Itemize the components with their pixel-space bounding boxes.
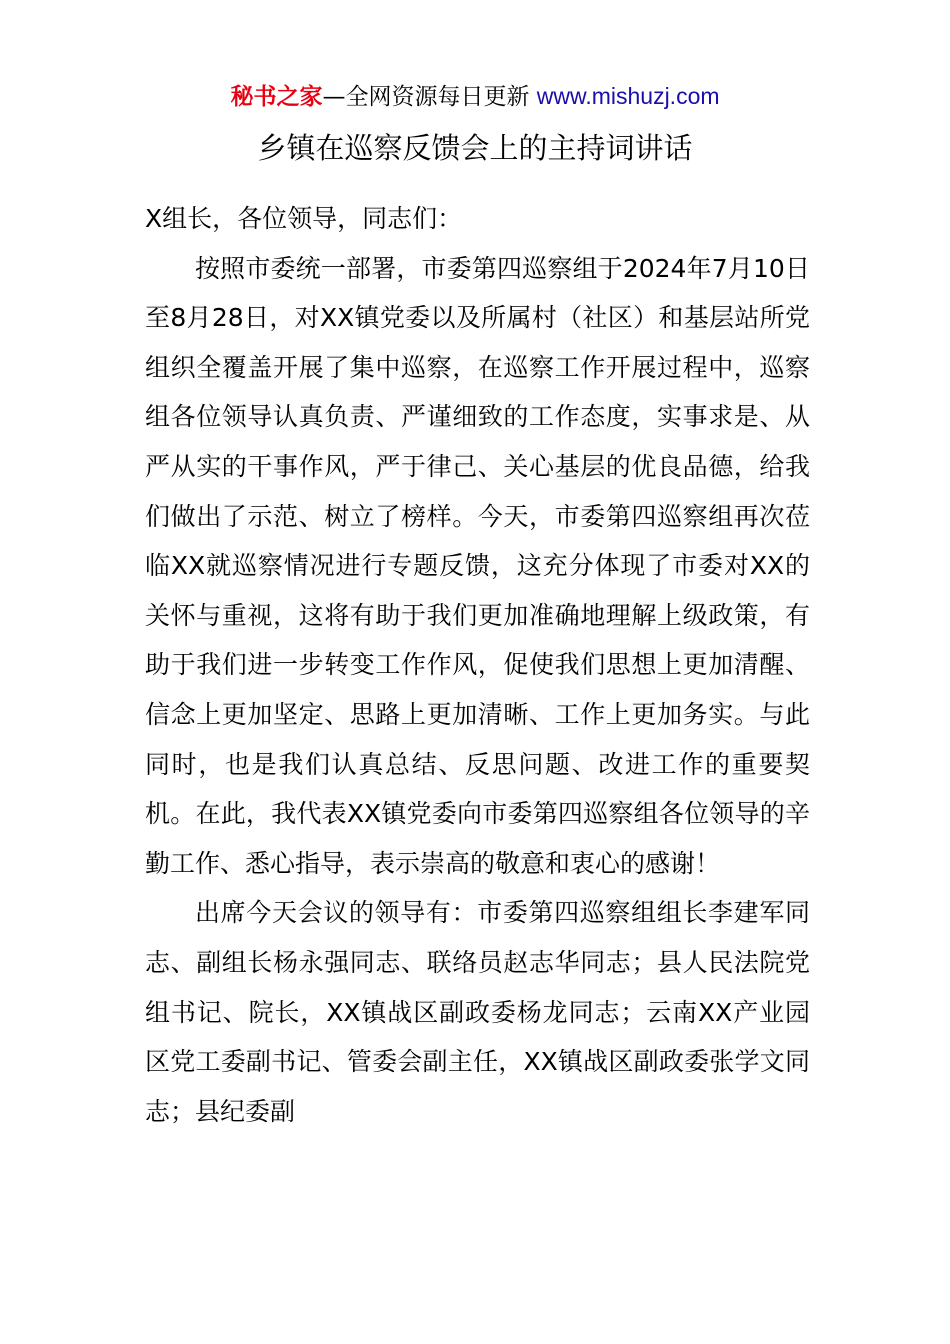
paragraph-attendees: 出席今天会议的领导有：市委第四巡察组组长李建军同志、副组长杨永强同志、联络员赵志华同志；县人民法院党组书记、院长，XX镇战区副政委杨龙同志；云南XX产业园区党工委副书记、管委会副主任，XX镇战区副政委张学文同志；县纪委副	[145, 898, 810, 1126]
salutation: X组长，各位领导，同志们：	[145, 204, 463, 233]
document-title: 乡镇在巡察反馈会上的主持词讲话	[257, 131, 693, 165]
site-tagline: —全网资源每日更新	[322, 84, 537, 110]
site-name: 秘书之家	[230, 84, 323, 110]
document-body	[145, 194, 810, 1136]
paragraph-opening: 按照市委统一部署，市委第四巡察组于2024年7月10日至8月28日，对XX镇党委以及所属村（社区）和基层站所党组织全覆盖开展了集中巡察，在巡察工作开展过程中，巡察组各位领导认真负责、严谨细致的工作态度，实事求是、从严从实的干事作风，严于律己、关心基层的优良品德，给我们做出了示范、树立了榜样。今天，市委第四巡察组再次莅临XX就巡察情况进行专题反馈，这充分体现了市委对XX的关怀与重视，这将有助于我们更加准确地理解上级政策，有助于我们进一步转变工作作风，促使我们思想上更加清醒、信念上更加坚定、思路上更加清晰、工作上更加务实。与此同时，也是我们认真总结、反思问题、改进工作的重要契机。在此，我代表XX镇党委向市委第四巡察组各位领导的辛勤工作、悉心指导，表示崇高的敬意和衷心的感谢！	[145, 253, 810, 878]
site-header	[0, 80, 950, 113]
site-url-link[interactable]: www.mishuzj.com	[536, 83, 720, 109]
